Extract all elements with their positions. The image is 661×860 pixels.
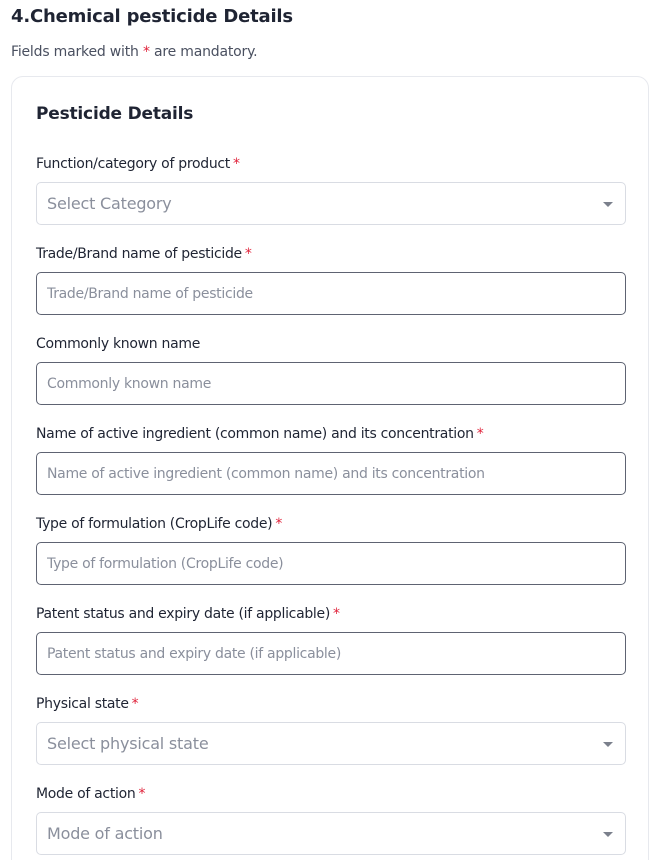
mode-of-action-select[interactable] [36,812,626,855]
common-name-label-text: Commonly known name [36,336,201,352]
required-asterisk: * [476,426,484,442]
mode-of-action-label-text: Mode of action [36,786,136,802]
active-ingredient-label-text: Name of active ingredient (common name) and its concentration [36,426,474,442]
required-asterisk: * [275,516,283,532]
active-ingredient-input[interactable] [36,452,626,495]
trade-name-field [36,244,627,264]
required-asterisk: * [142,44,150,60]
physical-state-select[interactable] [36,722,626,765]
common-name-label [36,334,627,354]
physical-state-label-text: Physical state [36,696,129,712]
category-field [36,154,627,213]
required-asterisk: * [131,696,139,712]
mandatory-note-suffix: are mandatory. [149,44,258,60]
patent-input[interactable] [36,632,626,675]
formulation-label [36,514,627,534]
trade-name-label [36,244,627,264]
active-ingredient-field [36,424,627,444]
required-asterisk: * [244,246,252,262]
patent-label [36,604,627,624]
common-name-field [36,334,627,354]
category-label-text: Function/category of product [36,156,230,172]
chevron-down-icon [603,202,613,207]
patent-label-text: Patent status and expiry date (if applicable) [36,606,330,622]
required-asterisk: * [138,786,146,802]
mode-of-action-label [36,784,627,804]
card-title: Pesticide Details [36,104,194,124]
active-ingredient-label [36,424,627,444]
category-select[interactable] [36,182,626,225]
physical-state-field [36,694,627,753]
trade-name-input[interactable] [36,272,626,315]
formulation-label-text: Type of formulation (CropLife code) [36,516,273,532]
formulation-input[interactable] [36,542,626,585]
trade-name-label-text: Trade/Brand name of pesticide [36,246,242,262]
chevron-down-icon [603,832,613,837]
required-asterisk: * [232,156,240,172]
chevron-down-icon [603,742,613,747]
mandatory-note-prefix: Fields marked with [11,44,143,60]
mandatory-note [11,44,257,60]
physical-state-select-placeholder: Select physical state [47,734,209,753]
common-name-input[interactable] [36,362,626,405]
physical-state-label [36,694,627,714]
formulation-field [36,514,627,534]
patent-field [36,604,627,624]
pesticide-details-card [11,76,649,860]
section-title: 4.Chemical pesticide Details [11,6,293,27]
mode-of-action-select-placeholder: Mode of action [47,824,163,843]
category-label [36,154,627,174]
category-select-placeholder: Select Category [47,194,172,213]
mode-of-action-field [36,784,627,843]
required-asterisk: * [333,606,340,622]
